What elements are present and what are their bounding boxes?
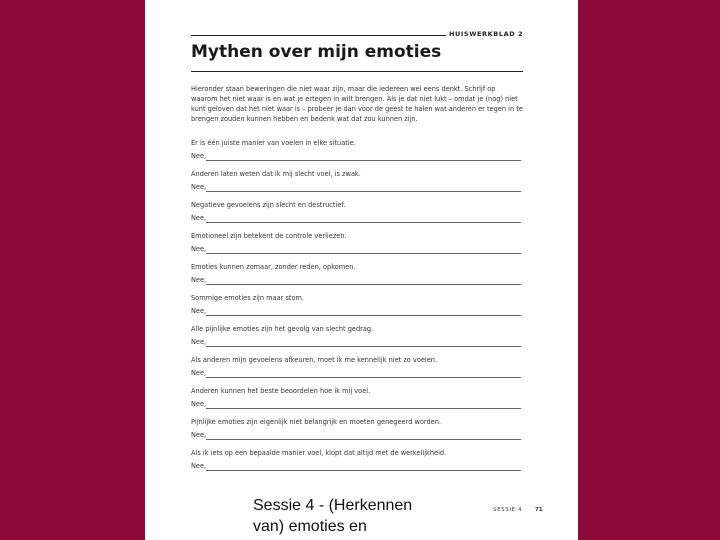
- worksheet-page: [145, 0, 578, 540]
- answer-line: [206, 315, 521, 316]
- answer-row: [191, 462, 523, 471]
- statement-item: [191, 449, 523, 480]
- worksheet-label: HUISWERKBLAD 2: [449, 30, 524, 38]
- statement-text: Anderen kunnen het beste beoordelen hoe ik mij voel.: [191, 387, 371, 395]
- answer-line: [206, 160, 521, 161]
- statement-text: Als anderen mijn gevoelens afkeuren, moet ik me kennelijk niet zo voelen.: [191, 356, 438, 364]
- answer-line: [206, 377, 521, 378]
- answer-row: [191, 183, 523, 192]
- statement-text: Anderen laten weten dat ik mij slecht voel, is zwak.: [191, 170, 361, 178]
- statement-item: [191, 263, 523, 294]
- answer-prefix: Nee,: [191, 431, 207, 439]
- statement-item: [191, 201, 523, 232]
- answer-line: [206, 253, 521, 254]
- slide-caption: [253, 495, 473, 537]
- statement-item: [191, 325, 523, 356]
- answer-line: [206, 284, 521, 285]
- answer-line: [206, 408, 521, 409]
- footer-session-label: SESSIE 4: [493, 507, 523, 513]
- statement-text: Negatieve gevoelens zijn slecht en destructief.: [191, 201, 346, 209]
- answer-prefix: Nee,: [191, 462, 207, 470]
- statement-item: [191, 418, 523, 449]
- statement-item: [191, 170, 523, 201]
- header-rule: [191, 35, 446, 36]
- answer-row: [191, 369, 523, 378]
- answer-prefix: Nee,: [191, 214, 207, 222]
- statement-text: Er is één juiste manier van voelen in elke situatie.: [191, 139, 356, 147]
- statement-item: [191, 139, 523, 170]
- answer-line: [206, 346, 521, 347]
- answer-row: [191, 307, 523, 316]
- statement-list: [191, 139, 523, 480]
- statement-item: [191, 356, 523, 387]
- statement-text: Emotioneel zijn betekent de controle verliezen.: [191, 232, 347, 240]
- answer-prefix: Nee,: [191, 245, 207, 253]
- statement-text: Pijnlijke emoties zijn eigenlijk niet belangrijk en moeten genegeerd worden.: [191, 418, 442, 426]
- answer-prefix: Nee,: [191, 338, 207, 346]
- answer-row: [191, 245, 523, 254]
- answer-row: [191, 431, 523, 440]
- answer-prefix: Nee,: [191, 369, 207, 377]
- answer-prefix: Nee,: [191, 400, 207, 408]
- worksheet-title: Mythen over mijn emoties: [191, 42, 442, 62]
- answer-line: [206, 191, 521, 192]
- statement-text: Emoties kunnen zomaar, zonder reden, opkomen.: [191, 263, 356, 271]
- footer-page-number: 71: [535, 507, 543, 513]
- answer-prefix: Nee,: [191, 183, 207, 191]
- answer-prefix: Nee,: [191, 307, 207, 315]
- caption-line-2: van) emoties en: [253, 518, 367, 535]
- answer-line: [206, 222, 521, 223]
- answer-row: [191, 214, 523, 223]
- statement-item: [191, 387, 523, 418]
- answer-line: [206, 470, 521, 471]
- answer-row: [191, 400, 523, 409]
- statement-item: [191, 232, 523, 263]
- statement-item: [191, 294, 523, 325]
- statement-text: Als ik iets op een bepaalde manier voel, klopt dat altijd met de werkelijkheid.: [191, 449, 447, 457]
- statement-text: Sommige emoties zijn maar stom.: [191, 294, 305, 302]
- answer-line: [206, 439, 521, 440]
- statement-text: Alle pijnlijke emoties zijn het gevolg van slecht gedrag.: [191, 325, 374, 333]
- caption-line-1: Sessie 4 - (Herkennen: [253, 497, 413, 514]
- answer-row: [191, 338, 523, 347]
- answer-prefix: Nee,: [191, 152, 207, 160]
- title-rule: [191, 71, 523, 72]
- answer-row: [191, 152, 523, 161]
- answer-prefix: Nee,: [191, 276, 207, 284]
- intro-text: Hieronder staan beweringen die niet waar zijn, maar die iedereen wel eens denkt. Schrijf op waarom het niet waar is en wat je ertegen in wilt brengen. Als je dat niet lukt – omdat je (nog) niet kunt geloven dat het niet waar is – probeer je dan voor de geest te halen wat anderen er tegen in te brengen zouden kunnen hebben en bedenk wat dat zou kunnen zijn.: [191, 85, 523, 123]
- answer-row: [191, 276, 523, 285]
